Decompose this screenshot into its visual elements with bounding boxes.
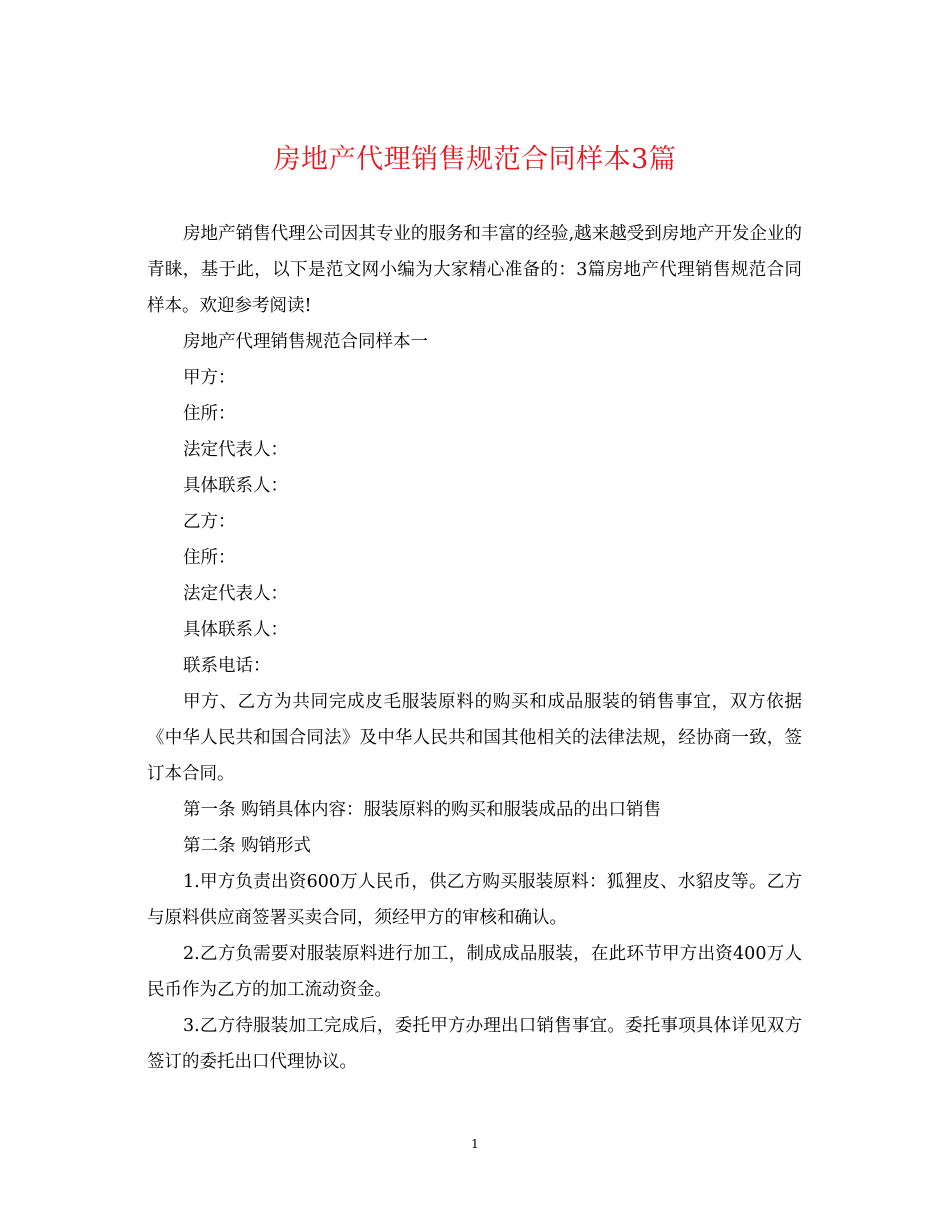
intro-paragraph: 房地产销售代理公司因其专业的服务和丰富的经验,越来越受到房地产开发企业的青睐，基于此，以下是范文网小编为大家精心准备的：3篇房地产代理销售规范合同样本。欢迎参考阅读! — [147, 224, 802, 316]
document-title: 房地产代理销售规范合同样本3篇 — [273, 144, 677, 175]
party-b-label: 乙方： — [183, 512, 236, 532]
section-heading: 房地产代理销售规范合同样本一 — [183, 332, 428, 352]
party-b-address-label: 住所： — [183, 548, 236, 568]
article-two: 第二条 购销形式 — [183, 836, 312, 856]
party-b-legal-rep-label: 法定代表人： — [183, 584, 288, 604]
page-number: 1 — [471, 1137, 479, 1151]
agreement-paragraph: 甲方、乙方为共同完成皮毛服装原料的购买和成品服装的销售事宜，双方依据《中华人民共和国合同法》及中华人民共和国其他相关的法律法规，经协商一致，签订本合同。 — [147, 692, 802, 784]
clause-one: 1.甲方负责出资600万人民币，供乙方购买服装原料：狐狸皮、水貂皮等。乙方与原料供应商签署买卖合同，须经甲方的审核和确认。 — [147, 872, 802, 928]
party-a-legal-rep-label: 法定代表人： — [183, 440, 288, 460]
party-a-contact-label: 具体联系人： — [183, 476, 288, 496]
party-a-address-label: 住所： — [183, 404, 236, 424]
document-body — [147, 216, 802, 1080]
clause-two: 2.乙方负需要对服装原料进行加工，制成成品服装，在此环节甲方出资400万人民币作为乙方的加工流动资金。 — [147, 944, 802, 1000]
article-one: 第一条 购销具体内容：服装原料的购买和服装成品的出口销售 — [183, 800, 662, 820]
party-a-label: 甲方： — [183, 368, 236, 388]
phone-label: 联系电话： — [183, 656, 271, 676]
clause-three: 3.乙方待服装加工完成后，委托甲方办理出口销售事宜。委托事项具体详见双方签订的委托出口代理协议。 — [147, 1016, 802, 1072]
party-b-contact-label: 具体联系人： — [183, 620, 288, 640]
